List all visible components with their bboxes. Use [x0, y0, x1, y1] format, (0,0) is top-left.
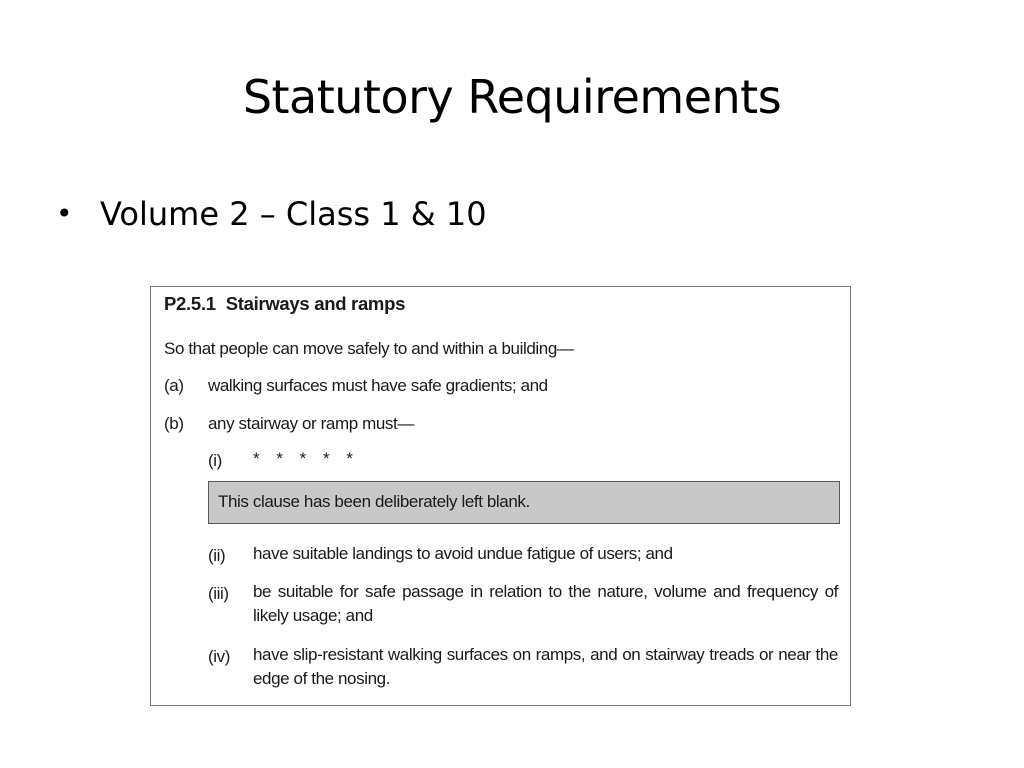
sub-item-iv-text: have slip-resistant walking surfaces on ramps, and on stairway treads or near the edge of the nosing.: [253, 645, 838, 688]
blank-clause-note: This clause has been deliberately left blank.: [208, 481, 840, 524]
item-a-label: (a): [164, 376, 184, 395]
sub-item-i-label: (i): [208, 451, 222, 470]
sub-item-iii-text: be suitable for safe passage in relation to the nature, volume and frequency of likely usage; and: [253, 582, 838, 625]
sub-item-ii-label: (ii): [208, 546, 226, 565]
clause-excerpt-image: [150, 286, 851, 706]
sub-item-ii-text: have suitable landings to avoid undue fatigue of users; and: [253, 544, 673, 563]
bullet-text: Volume 2 – Class 1 & 10: [100, 195, 487, 233]
clause-heading: [164, 293, 405, 315]
clause-number: P2.5.1: [164, 293, 216, 314]
bullet-marker: •: [56, 197, 73, 230]
sub-item-iii-label: (iii): [208, 584, 229, 603]
clause-intro: So that people can move safely to and within a building—: [164, 339, 574, 358]
sub-item-i-text: * * * * *: [253, 449, 359, 468]
item-b-text: any stairway or ramp must—: [208, 414, 414, 433]
sub-item-iv-label: (iv): [208, 647, 230, 666]
item-a-text: walking surfaces must have safe gradients; and: [208, 376, 548, 395]
bullet-item: [56, 190, 487, 238]
slide-title: Statutory Requirements: [242, 70, 782, 124]
item-b-label: (b): [164, 414, 184, 433]
clause-heading-text: Stairways and ramps: [225, 293, 406, 314]
